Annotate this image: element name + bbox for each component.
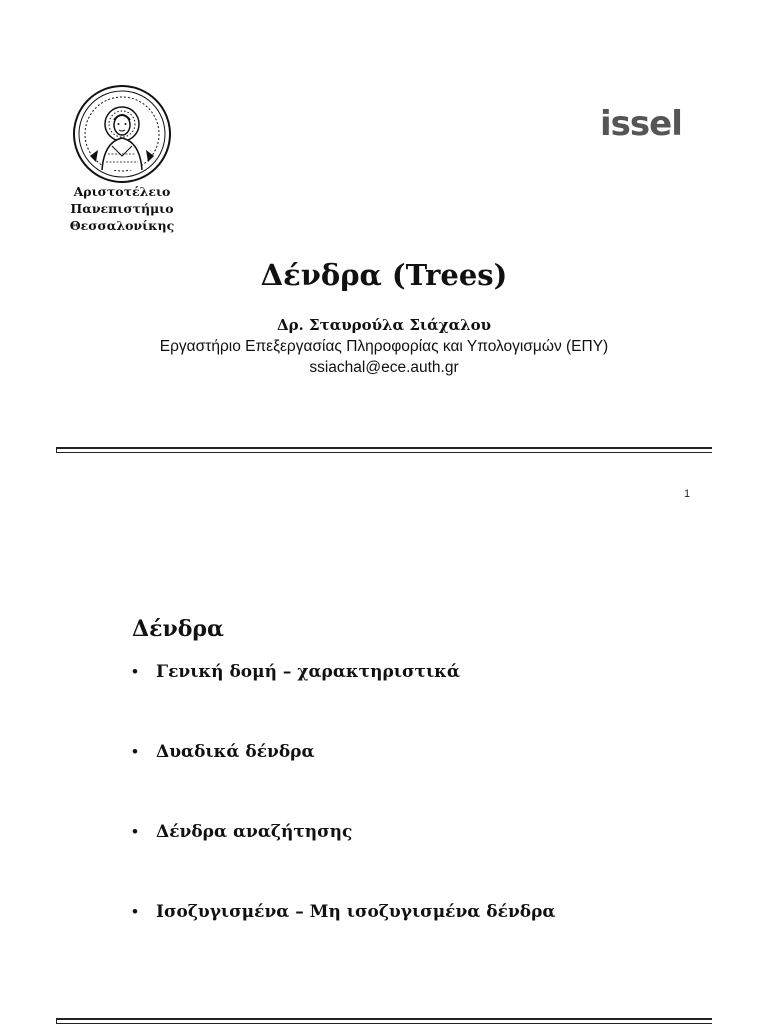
bullet-list [132,662,555,982]
bullet-dot-icon: • [132,822,138,841]
slide-heading: Δένδρα [132,616,224,642]
page-number: 1 [684,488,691,500]
bullet-text: Δυαδικά δένδρα [156,742,315,762]
bullet-dot-icon: • [132,662,138,681]
university-name-line-2: Πανεπιστήμιο [70,201,174,216]
list-item [132,902,555,982]
bullet-dot-icon: • [132,902,138,921]
bullet-text: Ισοζυγισμένα – Μη ισοζυγισμένα δένδρα [156,902,556,922]
author-name: Δρ. Σταυρούλα Σιάχαλου [276,316,492,334]
university-name [42,183,202,234]
bullet-text: Γενική δομή – χαρακτηριστικά [156,662,461,682]
bullet-dot-icon: • [132,742,138,761]
footer-divider [56,447,712,453]
lab-name: Εργαστήριο Επεξεργασίας Πληροφορίας και Υπολογισμών (ΕΠΥ) [159,338,609,355]
bullet-text: Δένδρα αναζήτησης [156,822,353,842]
university-seal-icon [72,84,172,184]
university-name-line-1: Αριστοτέλειο [73,184,171,199]
author-email: ssiachal@ece.auth.gr [309,359,459,376]
list-item [132,822,555,902]
issel-logo: issel [600,104,682,144]
slide-title: Δένδρα (Trees) [260,258,508,292]
list-item [132,662,555,742]
university-name-line-3: Θεσσαλονίκης [69,218,175,233]
footer-divider [56,1018,712,1024]
list-item [132,742,555,822]
slide-2 [0,512,768,1024]
